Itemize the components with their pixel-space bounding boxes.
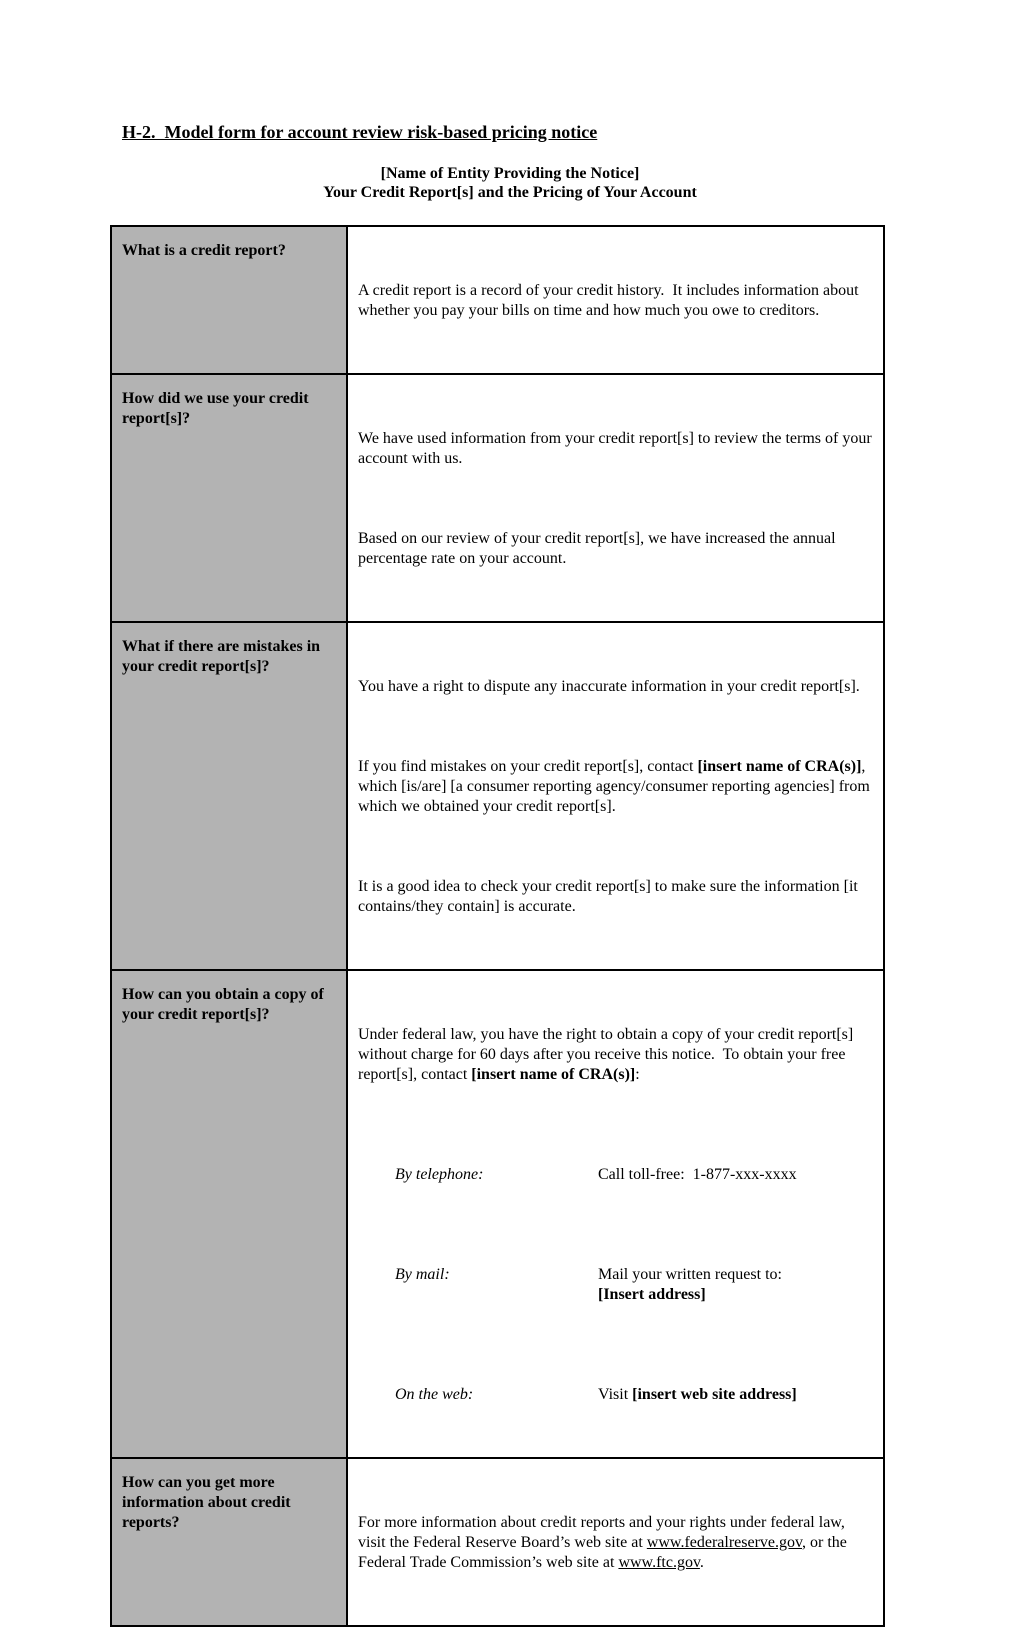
- contact-method-label: By telephone:: [395, 1166, 484, 1183]
- contact-method-label: On the web:: [395, 1386, 474, 1403]
- paragraph-text: , or the Federal Trade Commission’s web site at: [358, 1534, 851, 1571]
- notice-title-line: Your Credit Report[s] and the Pricing of Your Account: [323, 184, 697, 201]
- paragraph-text: If you find mistakes on your credit report[s], contact: [358, 758, 698, 775]
- answer-paragraph: [358, 1025, 873, 1085]
- paragraph-text: For more information about credit reports and your rights under federal law, visit the Federal Reserve Board’s web site at: [358, 1514, 849, 1551]
- question-cell: How did we use your credit report[s]?: [111, 374, 347, 622]
- contact-method-label: By mail:: [395, 1266, 450, 1283]
- insert-cra-placeholder: [insert name of CRA(s)]: [697, 758, 862, 775]
- answer-cell: [347, 970, 884, 1458]
- paragraph-text: :: [635, 1066, 640, 1083]
- answer-paragraph: [358, 757, 873, 817]
- answer-paragraph: Based on our review of your credit report[s], we have increased the annual percentage rate on your account.: [358, 530, 840, 567]
- table-row-obtain-copy: [111, 970, 884, 1458]
- insert-website-placeholder: [insert web site address]: [632, 1386, 797, 1403]
- notice-header: [0, 164, 1020, 202]
- answer-paragraph: We have used information from your credit report[s] to review the terms of your account with us.: [358, 430, 876, 467]
- answer-cell: [347, 622, 884, 970]
- answer-paragraph: A credit report is a record of your credit history. It includes information about whether you pay your bills on time and how much you owe to creditors.: [358, 282, 863, 319]
- answer-paragraph: You have a right to dispute any inaccurate information in your credit report[s].: [358, 678, 860, 695]
- contact-method-value: [598, 1385, 873, 1405]
- question-cell: What is a credit report?: [111, 226, 347, 374]
- answer-cell: [347, 374, 884, 622]
- mail-instruction: Mail your written request to:: [598, 1266, 782, 1283]
- federal-reserve-link[interactable]: www.federalreserve.gov: [646, 1534, 802, 1551]
- contact-method-value: [598, 1265, 873, 1305]
- contact-method-web: [395, 1385, 873, 1405]
- answer-paragraph: [358, 1513, 873, 1573]
- answer-paragraph: It is a good idea to check your credit report[s] to make sure the information [it contains/they contain] is accurate.: [358, 878, 862, 915]
- contact-method-value: Call toll-free: 1-877-xxx-xxxx: [598, 1166, 797, 1183]
- answer-cell: [347, 226, 884, 374]
- contact-method-mail: [395, 1265, 873, 1305]
- paragraph-text: .: [699, 1554, 704, 1571]
- ftc-link[interactable]: www.ftc.gov: [618, 1554, 700, 1571]
- table-row-mistakes: [111, 622, 884, 970]
- table-row-more-information: [111, 1458, 884, 1626]
- notice-table: [110, 225, 885, 1627]
- contact-method-telephone: [395, 1165, 873, 1185]
- question-cell: How can you get more information about credit reports?: [111, 1458, 347, 1626]
- table-row-what-is-credit-report: [111, 226, 884, 374]
- answer-cell: [347, 1458, 884, 1626]
- question-cell: How can you obtain a copy of your credit report[s]?: [111, 970, 347, 1458]
- document-title: H-2. Model form for account review risk-based pricing notice: [122, 122, 598, 142]
- insert-cra-placeholder: [insert name of CRA(s)]: [471, 1066, 636, 1083]
- table-row-how-did-we-use: [111, 374, 884, 622]
- insert-address-placeholder: [Insert address]: [598, 1286, 706, 1303]
- question-cell: What if there are mistakes in your credit report[s]?: [111, 622, 347, 970]
- paragraph-text: Under federal law, you have the right to obtain a copy of your credit report[s] without charge for 60 days after you receive this notice. To obtain your free report[s], contact: [358, 1026, 858, 1083]
- web-instruction: Visit: [598, 1386, 633, 1403]
- paragraph-text: , which [is/are] [a consumer reporting agency/consumer reporting agencies] from which we obtained your credit report[s].: [358, 758, 874, 815]
- entity-name-line: [Name of Entity Providing the Notice]: [380, 165, 640, 182]
